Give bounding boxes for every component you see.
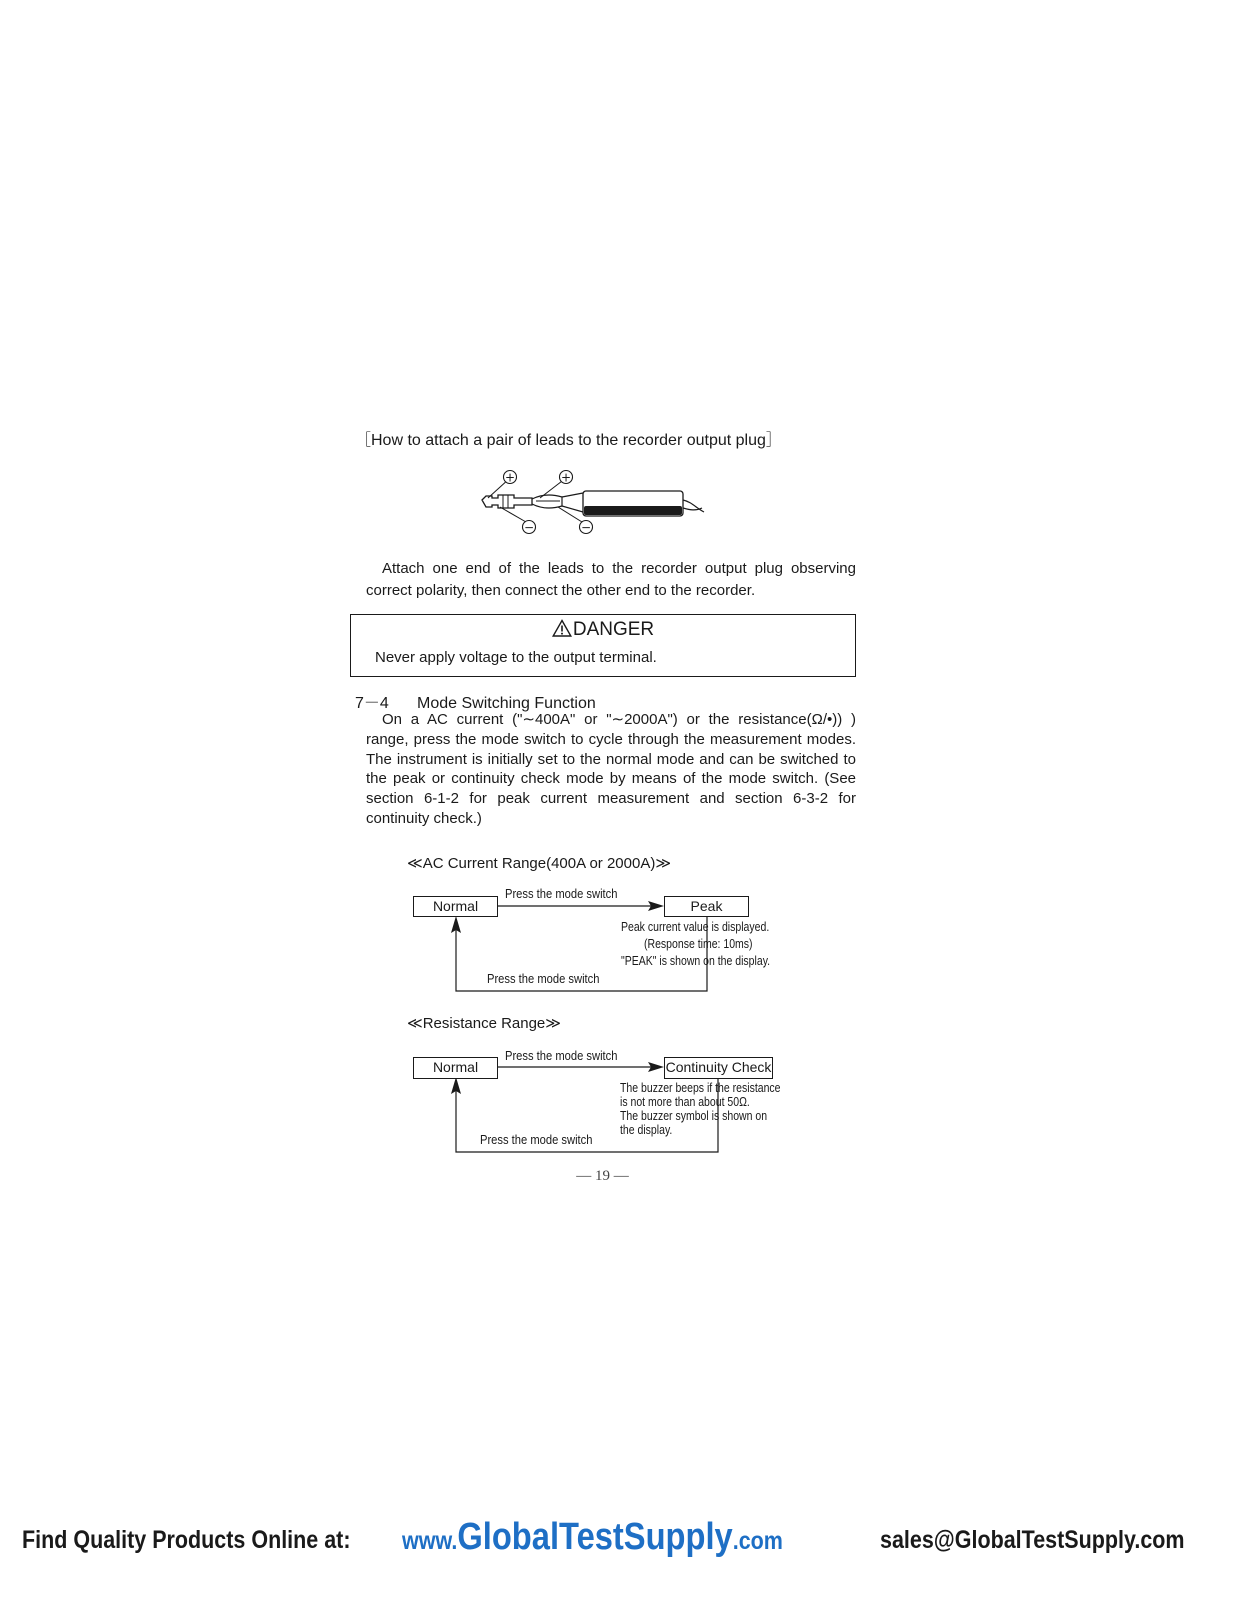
continuity-note-1: The buzzer beeps if the resistance (620, 1081, 781, 1095)
page-number: ― 19 ― (576, 1168, 629, 1184)
plug-section-title: ［How to attach a pair of leads to the recorder output plug］ (355, 432, 782, 449)
section-number: 7－4 (355, 695, 389, 712)
continuity-check-mode-box: Continuity Check (664, 1057, 773, 1079)
danger-text: Never apply voltage to the output terminal. (375, 649, 657, 666)
recorder-plug-diagram (470, 462, 720, 540)
peak-mode-box: Peak (664, 896, 749, 917)
section-body: On a AC current ("∼400A" or "∼2000A") or the resistance(Ω/•)) ) range, press the mode switch to cycle through the measurement modes. The instrument is initially set to the normal mode and can be switched to the peak or continuity check mode by means of the mode switch. (See section 6-1-2 for peak current measurement and section 6-3-2 for continuity check.) (366, 711, 856, 827)
url-prefix: www. (402, 1527, 458, 1555)
continuity-note-3: The buzzer symbol is shown on (620, 1109, 768, 1123)
minus-terminal-icon (523, 521, 536, 535)
minus-label: − (580, 520, 592, 535)
normal-mode-box: Normal (413, 1057, 498, 1079)
danger-title: DANGER (572, 619, 655, 640)
plus-label: + (504, 470, 516, 485)
forward-transition-label: Press the mode switch (505, 886, 618, 901)
peak-note-2: (Response time: 10ms) (644, 937, 753, 951)
minus-label: − (523, 520, 535, 535)
continuity-note-4: the display. (620, 1123, 673, 1137)
resistance-range-title: ≪Resistance Range≫ (407, 1015, 561, 1032)
footer-tagline: Find Quality Products Online at: (22, 1526, 351, 1554)
peak-note-1: Peak current value is displayed. (621, 920, 770, 934)
peak-note-3: "PEAK" is shown on the display. (621, 954, 771, 968)
url-suffix: .com (732, 1527, 783, 1555)
danger-notice (350, 614, 856, 677)
footer-website-link[interactable] (402, 1516, 783, 1559)
minus-terminal-icon (580, 521, 593, 535)
plug-instruction: Attach one end of the leads to the recorder output plug observing correct polarity, then connect the other end to the recorder. (366, 560, 856, 599)
forward-transition-label: Press the mode switch (505, 1048, 618, 1063)
plus-label: + (560, 470, 572, 485)
return-transition-label: Press the mode switch (480, 1132, 593, 1147)
url-main: GlobalTestSupply (457, 1516, 733, 1558)
normal-mode-box: Normal (413, 896, 498, 917)
ac-range-title: ≪AC Current Range(400A or 2000A)≫ (407, 855, 672, 872)
continuity-note-2: is not more than about 50Ω. (620, 1095, 750, 1109)
section-title: Mode Switching Function (417, 695, 596, 712)
footer-email-link[interactable]: sales@GlobalTestSupply.com (880, 1526, 1185, 1554)
return-transition-label: Press the mode switch (487, 971, 600, 986)
warning-triangle-icon (552, 619, 572, 637)
plus-terminal-icon (560, 471, 573, 485)
plus-terminal-icon (504, 471, 517, 485)
